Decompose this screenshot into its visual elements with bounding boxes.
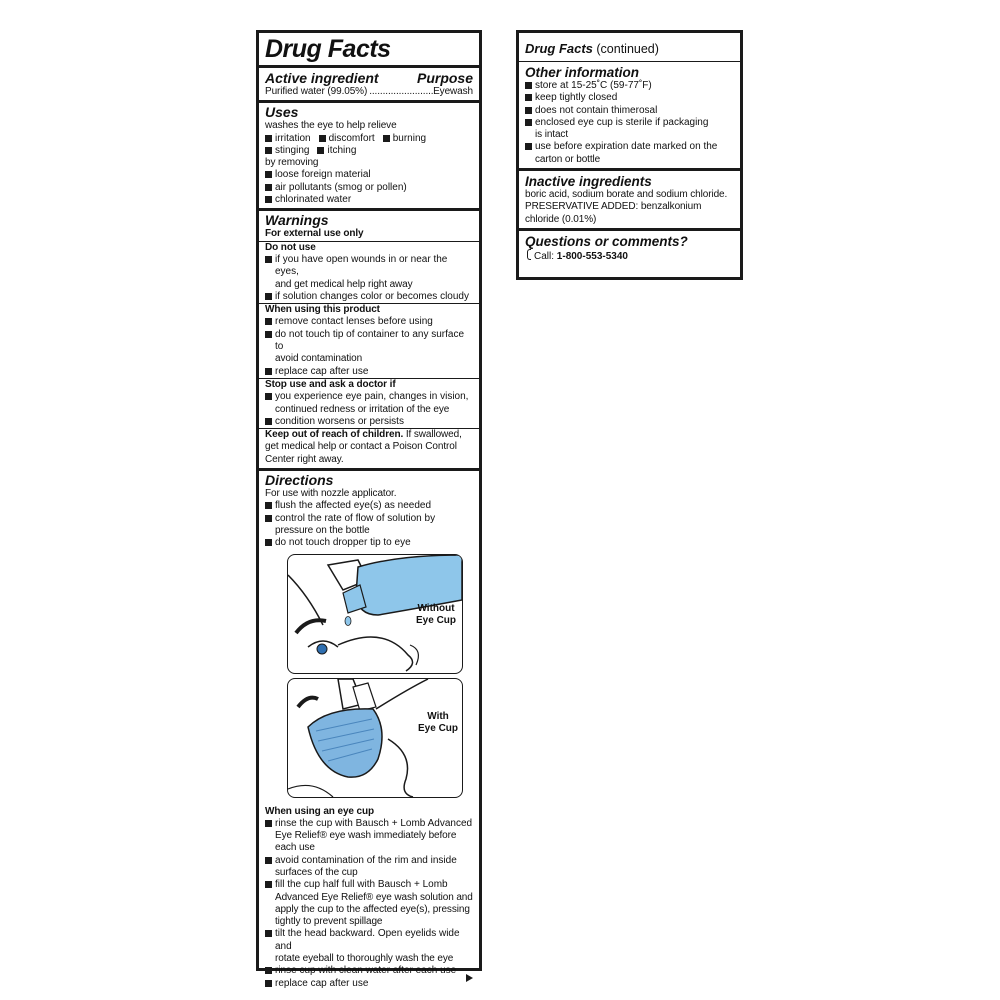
purpose-heading: Purpose xyxy=(416,70,473,86)
list-item-cont: apply the cup to the affected eye(s), pressing xyxy=(275,903,470,915)
illustration-label: Eye Cup xyxy=(418,722,459,734)
bullet-icon xyxy=(265,820,272,827)
list-item: replace cap after use xyxy=(275,977,369,989)
active-ingredient-section xyxy=(259,65,479,100)
other-information-section xyxy=(519,61,740,168)
use-item: irritation xyxy=(275,132,311,144)
use-item: burning xyxy=(392,132,427,144)
questions-heading: Questions or comments? xyxy=(525,233,688,249)
bullet-icon xyxy=(265,980,272,987)
do-not-use-heading: Do not use xyxy=(265,241,316,253)
use-item: discomfort xyxy=(328,132,375,144)
list-item: air pollutants (smog or pollen) xyxy=(275,181,407,193)
list-item: store at 15-25˚C (59-77˚F) xyxy=(535,80,652,91)
use-item: itching xyxy=(327,144,357,156)
bullet-icon xyxy=(525,143,532,150)
list-item: enclosed eye cup is sterile if packaging xyxy=(535,116,709,128)
list-item: chlorinated water xyxy=(275,194,352,206)
list-item: if you have open wounds in or near the eyes, xyxy=(275,253,448,278)
keep-out-text: If swallowed, xyxy=(403,429,462,441)
keep-out-text: get medical help or contact a Poison Control xyxy=(265,441,457,453)
list-item: keep tightly closed xyxy=(535,92,618,104)
list-item: does not contain thimerosal xyxy=(535,104,658,116)
list-item-cont: rotate eyeball to thoroughly wash the eye xyxy=(275,953,454,965)
bullet-icon xyxy=(265,930,272,937)
list-item: fill the cup half full with Bausch + Lomb xyxy=(275,879,448,891)
list-item-cont: continued redness or irritation of the eye xyxy=(275,403,450,415)
do-not-use-block xyxy=(259,242,479,303)
list-item: use before expiration date marked on the xyxy=(535,141,718,153)
inactive-ingredients-text: boric acid, sodium borate and sodium chloride. xyxy=(525,189,728,201)
uses-section xyxy=(259,100,479,208)
list-item-cont: and get medical help right away xyxy=(275,278,413,290)
bullet-icon xyxy=(265,196,272,203)
list-item: loose foreign material xyxy=(275,169,371,181)
other-information-heading: Other information xyxy=(525,65,639,80)
list-item-cont: tightly to prevent spillage xyxy=(275,916,383,928)
questions-section xyxy=(519,228,740,263)
inactive-ingredients-text: PRESERVATIVE ADDED: benzalkonium xyxy=(525,201,702,213)
bullet-icon xyxy=(265,502,272,509)
list-item: you experience eye pain, changes in vision, xyxy=(275,391,469,403)
bullet-icon xyxy=(265,331,272,338)
bullet-icon xyxy=(525,119,532,126)
stop-use-heading: Stop use and ask a doctor if xyxy=(265,378,396,390)
external-use-note: For external use only xyxy=(265,228,364,240)
list-item: rinse the cup with Bausch + Lomb Advanced xyxy=(275,817,473,829)
continued-title: Drug Facts xyxy=(525,41,593,56)
bullet-icon xyxy=(265,135,272,142)
drug-facts-header xyxy=(259,33,479,65)
bullet-icon xyxy=(265,318,272,325)
illustration-label: Without xyxy=(417,602,455,614)
bullet-icon xyxy=(265,171,272,178)
bullet-icon xyxy=(265,515,272,522)
list-item: do not touch tip of container to any surface to xyxy=(275,328,465,353)
directions-heading: Directions xyxy=(265,472,334,489)
uses-heading: Uses xyxy=(265,104,299,121)
continued-header xyxy=(519,33,740,61)
inactive-ingredients-heading: Inactive ingredients xyxy=(525,174,652,190)
bullet-icon xyxy=(265,368,272,375)
keep-out-heading: Keep out of reach of children. xyxy=(265,429,404,441)
list-item-cont: each use xyxy=(275,842,315,854)
directions-intro: For use with nozzle applicator. xyxy=(265,488,397,500)
when-using-block xyxy=(259,304,479,378)
leader-dots: ........................ xyxy=(369,86,434,97)
bullet-icon xyxy=(265,418,272,425)
continue-arrow-icon xyxy=(466,974,473,982)
list-item-cont: avoid contamination xyxy=(275,353,363,365)
list-item-cont: pressure on the bottle xyxy=(275,524,370,536)
call-label: Call: xyxy=(534,250,557,262)
eye-cup-illustration xyxy=(288,679,462,797)
list-item: tilt the head backward. Open eyelids wide and xyxy=(275,928,460,952)
bullet-icon xyxy=(525,82,532,89)
list-item: condition worsens or persists xyxy=(275,415,404,427)
list-item: if solution changes color or becomes cloudy xyxy=(275,290,469,302)
bullet-icon xyxy=(265,184,272,191)
list-item-cont: surfaces of the cup xyxy=(275,866,358,878)
drug-facts-continued-panel xyxy=(516,30,743,280)
purpose-value: Eyewash xyxy=(433,86,473,97)
list-item-cont: is intact xyxy=(535,129,569,141)
illustration-with-eye-cup xyxy=(287,678,463,798)
drug-facts-panel xyxy=(256,30,482,989)
warnings-heading: Warnings xyxy=(265,212,329,229)
inactive-ingredients-section xyxy=(519,168,740,228)
list-item: remove contact lenses before using xyxy=(275,316,433,328)
illustration-without-eye-cup xyxy=(287,554,463,674)
list-item: flush the affected eye(s) as needed xyxy=(275,500,432,512)
phone-icon xyxy=(527,249,531,260)
list-item: control the rate of flow of solution by xyxy=(275,512,436,524)
list-item-cont: Advanced Eye Relief® eye wash solution and xyxy=(275,891,473,903)
list-item: avoid contamination of the rim and inside xyxy=(275,854,457,866)
phone-number[interactable]: 1-800-553-5340 xyxy=(556,250,628,262)
bullet-icon xyxy=(383,135,390,142)
directions-section xyxy=(259,468,479,988)
keep-out-text: Center right away. xyxy=(265,453,344,465)
bullet-icon xyxy=(265,293,272,300)
bullet-icon xyxy=(265,967,272,974)
when-using-heading: When using this product xyxy=(265,304,380,316)
list-item: rinse cup with clean water after each use xyxy=(275,965,457,977)
list-item: replace cap after use xyxy=(275,365,369,377)
bullet-icon xyxy=(265,857,272,864)
active-ingredient-value: Purified water (99.05%) xyxy=(265,86,368,97)
bullet-icon xyxy=(265,539,272,546)
use-item: stinging xyxy=(275,144,310,156)
bullet-icon xyxy=(265,393,272,400)
bullet-icon xyxy=(265,881,272,888)
keep-out-block xyxy=(259,429,479,468)
drug-facts-title: Drug Facts xyxy=(265,35,391,63)
inactive-ingredients-text: chloride (0.01%) xyxy=(525,213,597,225)
by-removing: by removing xyxy=(265,157,319,169)
bullet-icon xyxy=(319,135,326,142)
bullet-icon xyxy=(317,147,324,154)
active-ingredient-heading: Active ingredient xyxy=(265,70,379,86)
bullet-icon xyxy=(265,147,272,154)
warnings-section xyxy=(259,208,479,468)
list-item: do not touch dropper tip to eye xyxy=(275,537,411,549)
illustration-label: With xyxy=(427,710,449,722)
list-item-cont: carton or bottle xyxy=(535,153,601,165)
stop-use-block xyxy=(259,379,479,428)
bullet-icon xyxy=(265,256,272,263)
bullet-icon xyxy=(525,94,532,101)
illustration-label: Eye Cup xyxy=(416,614,457,626)
continued-suffix: (continued) xyxy=(592,42,659,56)
bullet-icon xyxy=(525,107,532,114)
eye-cup-heading: When using an eye cup xyxy=(265,805,375,817)
uses-intro: washes the eye to help relieve xyxy=(265,120,397,132)
list-item-cont: Eye Relief® eye wash immediately before xyxy=(275,830,457,842)
